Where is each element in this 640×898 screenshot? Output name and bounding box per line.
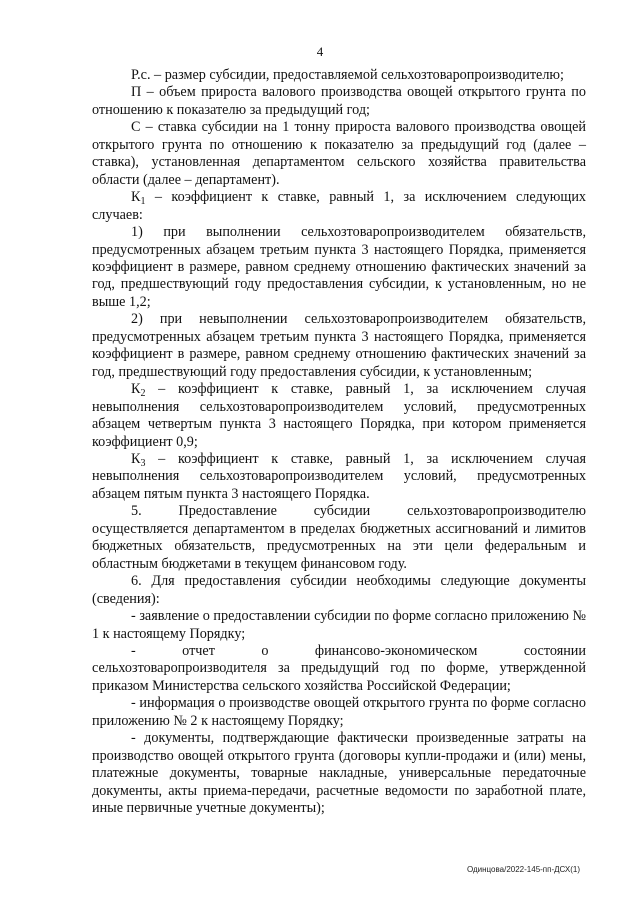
k3-index: 3 — [140, 457, 146, 469]
k1-text: коэффициент к ставке, равный 1, за исключением следующих случаев: — [92, 189, 587, 223]
paragraph-doc-application: - заявление о предоставлении субсидии по форме согласно приложению № 1 к настоящему Порядку; — [92, 608, 586, 642]
paragraph-doc-financial-report: - отчет о финансово-экономическом состоянии сельхозтоваропроизводителя за предыдущий год по форме, утвержденной приказом Министерства сельского хозяйства Российской Федерации; — [92, 642, 586, 694]
paragraph-k1-definition — [92, 189, 586, 224]
paragraph-item-6: 6. Для предоставления субсидии необходимы следующие документы (сведения): — [92, 573, 586, 607]
k1-index: 1 — [140, 196, 146, 208]
footer-reference: Одинцова/2022-145-пп-ДСХ(1) — [466, 865, 580, 874]
paragraph-k2-definition — [92, 381, 586, 451]
k2-text: коэффициент к ставке, равный 1, за исключением случая невыполнения сельхозтоваропроизводителем условий, предусмотренных абзацем четвертым пункта 3 настоящего Порядка, при котором применяется коэффициент 0,9; — [92, 381, 587, 450]
paragraph-k3-definition — [92, 451, 586, 503]
k3-letter: К — [131, 450, 141, 467]
k1-letter: К — [131, 189, 141, 206]
k3-dash: – — [158, 450, 166, 467]
page-number: 4 — [316, 44, 324, 59]
document-body — [92, 67, 586, 817]
paragraph-rs-definition: Р.с. – размер субсидии, предоставляемой сельхозтоваропроизводителю; — [131, 67, 564, 83]
k2-index: 2 — [140, 388, 146, 400]
paragraph-doc-production-info: - информация о производстве овощей открытого грунта по форме согласно приложению № 2 к настоящему Порядку; — [92, 695, 586, 729]
k2-dash: – — [158, 381, 166, 398]
paragraph-p-definition: П – объем прироста валового производства овощей открытого грунта по отношению к показателю за предыдущий год; — [92, 84, 586, 118]
paragraph-doc-expense-proof: - документы, подтверждающие фактически произведенные затраты на производство овощей открытого грунта (договоры купли-продажи и (или) мены, платежные документы, товарные накладные, универсальные передаточные документы, акты приема-передачи, расчетные ведомости по заработной плате, иные первичные учетные документы); — [92, 730, 586, 817]
paragraph-k1-case-2: 2) при невыполнении сельхозтоваропроизводителем обязательств, предусмотренных абзацем третьим пункта 3 настоящего Порядка, применяется коэффициент в размере, равном среднему отношению фактических значений за год, предшествующий году предоставления субсидии, к установленным; — [92, 311, 586, 380]
k3-text: коэффициент к ставке, равный 1, за исключением случая невыполнения сельхозтоваропроизводителем условий, предусмотренных абзацем пятым пункта 3 настоящего Порядка. — [92, 450, 587, 502]
paragraph-item-5: 5. Предоставление субсидии сельхозтоваропроизводителю осуществляется департаментом в пределах бюджетных ассигнований и лимитов бюджетных обязательств, предусмотренных на эти цели федеральным и областным бюджетами в текущем финансовом году. — [92, 503, 586, 572]
k2-letter: К — [131, 381, 141, 398]
paragraph-k1-case-1: 1) при выполнении сельхозтоваропроизводителем обязательств, предусмотренных абзацем третьим пункта 3 настоящего Порядка, применяется коэффициент в размере, равном среднему отношению фактических значений за год, предшествующий году предоставления субсидии, к установленным, но не выше 1,2; — [92, 224, 586, 310]
paragraph-c-definition: С – ставка субсидии на 1 тонну прироста валового производства овощей открытого грунта по отношению к показателю за предыдущий год (далее – ставка), установленная департаментом сельского хозяйства правительства области (далее – департамент). — [92, 119, 586, 188]
k1-dash: – — [154, 189, 162, 206]
